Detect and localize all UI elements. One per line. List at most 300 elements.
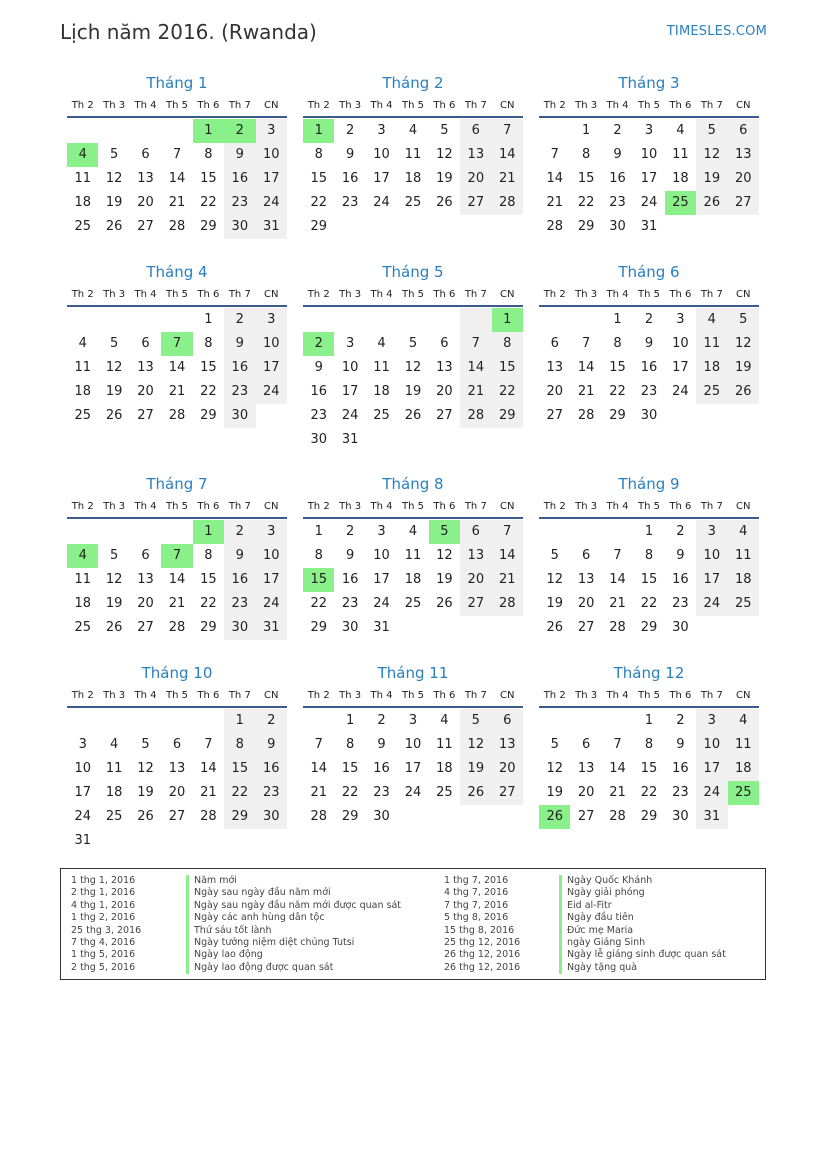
holiday-date: 7 thg 4, 2016 — [71, 936, 136, 948]
day-cell: 11 — [74, 171, 91, 186]
day-cell: 29 — [577, 219, 595, 234]
day-cell: 16 — [609, 171, 626, 186]
day-cell: 22 — [577, 195, 595, 210]
holiday-date: 26 thg 12, 2016 — [444, 961, 521, 973]
empty-cell — [130, 520, 161, 544]
weekday-label: Th 6 — [433, 501, 456, 512]
empty-cell — [429, 308, 460, 332]
day-cell: 25 — [373, 408, 390, 423]
day-cell: 9 — [224, 143, 255, 167]
holiday-name: Eid al-Fitr — [559, 900, 612, 912]
day-cell: 12 — [460, 733, 491, 757]
day-cell: 17 — [256, 568, 287, 592]
day-cell: 8 — [314, 548, 323, 563]
holiday-date: 5 thg 8, 2016 — [444, 912, 509, 924]
day-cell: 24 — [672, 384, 689, 399]
day-cell: 18 — [436, 761, 453, 776]
day-cell: 6 — [440, 336, 449, 351]
day-cell: 6 — [172, 737, 182, 752]
day-cell: 30 — [256, 805, 287, 829]
day-cell: 21 — [168, 596, 186, 611]
day-cell: 22 — [200, 596, 217, 611]
month-title: Tháng 12 — [613, 664, 685, 682]
weekday-label: Th 6 — [433, 289, 456, 300]
day-cell: 10 — [640, 147, 658, 162]
day-cell: 7 — [314, 737, 323, 752]
day-cell: 13 — [728, 143, 759, 167]
day-cell: 13 — [137, 360, 154, 375]
month-calendar — [539, 662, 759, 829]
month-title: Tháng 9 — [618, 475, 680, 493]
weekday-label: Th 5 — [401, 100, 424, 111]
empty-cell — [67, 520, 98, 544]
day-grid — [303, 308, 523, 452]
day-cell: 10 — [373, 147, 390, 162]
day-cell: 14 — [168, 572, 186, 587]
empty-cell — [570, 520, 601, 544]
legend-row — [61, 937, 401, 949]
day-cell: 14 — [310, 761, 327, 776]
day-cell: 26 — [460, 781, 491, 805]
month-calendar — [67, 662, 287, 853]
day-cell: 10 — [696, 544, 727, 568]
month-title: Tháng 1 — [146, 74, 208, 92]
weekday-label: Th 2 — [71, 289, 94, 300]
day-grid — [67, 308, 287, 428]
holiday-date: 2 thg 1, 2016 — [71, 887, 136, 899]
day-cell: 11 — [672, 147, 689, 162]
day-cell: 22 — [640, 785, 658, 800]
weekday-header — [539, 285, 759, 307]
day-cell: 30 — [224, 215, 255, 239]
weekday-label: Th 6 — [197, 690, 220, 701]
day-cell: 6 — [460, 520, 491, 544]
day-cell: 23 — [256, 781, 287, 805]
day-cell: 12 — [404, 360, 422, 375]
weekday-label: CN — [736, 289, 751, 300]
day-cell: 30 — [640, 408, 658, 423]
day-cell: 21 — [492, 167, 523, 191]
weekday-label: Th 5 — [401, 690, 424, 701]
weekday-label: Th 7 — [700, 501, 723, 512]
day-cell: 24 — [256, 592, 287, 616]
day-cell: 13 — [546, 360, 563, 375]
day-cell: 2 — [613, 123, 622, 138]
month-title: Tháng 6 — [618, 263, 680, 281]
empty-cell — [161, 520, 192, 544]
day-cell: 24 — [74, 809, 91, 824]
day-cell: 11 — [404, 548, 422, 563]
holiday-name: Ngày tặng quà — [559, 962, 637, 974]
day-cell: 30 — [672, 620, 689, 635]
weekday-label: CN — [264, 501, 279, 512]
legend-row — [434, 887, 774, 899]
weekday-header — [67, 497, 287, 519]
day-cell: 5 — [728, 308, 759, 332]
day-cell: 14 — [577, 360, 595, 375]
legend-row — [434, 875, 774, 887]
day-grid — [303, 520, 523, 640]
day-cell: 26 — [137, 809, 154, 824]
empty-cell — [303, 709, 334, 733]
day-cell: 20 — [137, 195, 154, 210]
weekday-label: CN — [264, 100, 279, 111]
day-cell: 29 — [609, 408, 626, 423]
day-cell: 14 — [609, 572, 626, 587]
day-cell: 12 — [728, 332, 759, 356]
day-cell: 22 — [310, 596, 327, 611]
weekday-label: Th 5 — [637, 690, 660, 701]
day-cell: 29 — [200, 219, 217, 234]
day-cell: 27 — [577, 809, 595, 824]
day-cell: 15 — [310, 171, 327, 186]
day-cell: 18 — [373, 384, 390, 399]
weekday-label: Th 3 — [103, 289, 126, 300]
day-cell: 4 — [728, 709, 759, 733]
day-cell: 31 — [256, 215, 287, 239]
holiday-name: Ngày đầu tiên — [559, 912, 634, 924]
day-cell: 21 — [609, 785, 626, 800]
empty-cell — [539, 520, 570, 544]
day-cell: 7 — [550, 147, 559, 162]
day-cell: 27 — [137, 219, 154, 234]
day-cell: 1 — [644, 713, 654, 728]
day-cell: 10 — [256, 143, 287, 167]
empty-cell — [67, 709, 98, 733]
weekday-label: Th 5 — [165, 289, 188, 300]
day-cell: 25 — [404, 195, 422, 210]
weekday-label: Th 7 — [700, 100, 723, 111]
day-cell: 15 — [577, 171, 595, 186]
day-cell: 24 — [696, 781, 727, 805]
day-cell: 30 — [609, 219, 626, 234]
day-cell: 29 — [310, 219, 327, 234]
day-cell: 25 — [404, 596, 422, 611]
day-cell: 10 — [341, 360, 359, 375]
weekday-label: Th 4 — [370, 289, 393, 300]
empty-cell — [539, 308, 570, 332]
holiday-name: Năm mới — [186, 875, 237, 887]
day-cell: 20 — [577, 785, 595, 800]
day-cell: 15 — [200, 171, 217, 186]
weekday-label: Th 4 — [134, 100, 157, 111]
day-cell: 20 — [137, 384, 154, 399]
weekday-label: Th 5 — [637, 289, 660, 300]
day-cell: 26 — [105, 219, 123, 234]
empty-cell — [161, 709, 192, 733]
day-cell: 21 — [460, 380, 491, 404]
day-cell: 23 — [640, 384, 658, 399]
day-cell: 16 — [672, 761, 689, 776]
weekday-label: Th 4 — [134, 501, 157, 512]
weekday-header — [539, 96, 759, 118]
day-cell: 14 — [609, 761, 626, 776]
site-name[interactable]: TIMESLES.COM — [666, 24, 767, 39]
day-cell: 26 — [436, 596, 453, 611]
day-cell: 13 — [436, 360, 453, 375]
weekday-label: Th 4 — [370, 100, 393, 111]
day-cell: 28 — [168, 620, 186, 635]
holiday-date: 26 thg 12, 2016 — [444, 949, 521, 961]
day-cell: 27 — [460, 191, 491, 215]
day-cell: 13 — [577, 761, 595, 776]
day-cell: 9 — [314, 360, 323, 375]
day-cell: 20 — [436, 384, 453, 399]
day-cell: 5 — [109, 548, 119, 563]
day-cell: 9 — [224, 332, 255, 356]
day-cell: 11 — [373, 360, 390, 375]
day-cell: 15 — [640, 761, 658, 776]
day-cell: 23 — [224, 380, 255, 404]
holiday-cell: 1 — [492, 308, 523, 332]
empty-cell — [366, 308, 397, 332]
weekday-label: Th 3 — [339, 100, 362, 111]
weekday-header — [303, 497, 523, 519]
day-cell: 7 — [581, 336, 591, 351]
day-cell: 13 — [460, 143, 491, 167]
holiday-cell: 2 — [224, 119, 255, 143]
day-cell: 8 — [644, 737, 654, 752]
day-cell: 28 — [546, 219, 563, 234]
day-cell: 25 — [728, 592, 759, 616]
weekday-label: Th 7 — [464, 690, 487, 701]
day-cell: 28 — [310, 809, 327, 824]
empty-cell — [67, 308, 98, 332]
day-cell: 8 — [644, 548, 654, 563]
empty-cell — [460, 308, 491, 332]
day-cell: 12 — [105, 171, 123, 186]
weekday-label: Th 7 — [700, 289, 723, 300]
day-cell: 7 — [613, 548, 622, 563]
weekday-label: Th 2 — [307, 501, 330, 512]
day-cell: 7 — [613, 737, 622, 752]
day-cell: 31 — [256, 616, 287, 640]
day-cell: 14 — [168, 360, 186, 375]
weekday-label: Th 4 — [134, 289, 157, 300]
day-cell: 19 — [546, 785, 563, 800]
day-cell: 24 — [696, 592, 727, 616]
month-title: Tháng 11 — [377, 664, 449, 682]
holiday-date: 4 thg 7, 2016 — [444, 887, 509, 899]
day-cell: 3 — [408, 713, 418, 728]
day-cell: 9 — [644, 336, 654, 351]
day-cell: 16 — [310, 384, 327, 399]
weekday-label: Th 6 — [197, 501, 220, 512]
day-cell: 24 — [640, 195, 658, 210]
day-cell: 8 — [224, 733, 255, 757]
weekday-label: Th 2 — [543, 289, 566, 300]
day-cell: 23 — [373, 785, 390, 800]
day-grid — [67, 709, 287, 853]
month-title: Tháng 4 — [146, 263, 208, 281]
holiday-date: 2 thg 5, 2016 — [71, 961, 136, 973]
month-title: Tháng 7 — [146, 475, 208, 493]
weekday-label: Th 4 — [606, 501, 629, 512]
day-cell: 1 — [314, 524, 323, 539]
day-cell: 8 — [345, 737, 355, 752]
day-cell: 6 — [141, 548, 150, 563]
day-cell: 24 — [373, 195, 390, 210]
day-cell: 6 — [581, 737, 591, 752]
day-cell: 20 — [460, 568, 491, 592]
day-cell: 7 — [204, 737, 213, 752]
legend-row — [61, 925, 401, 937]
holiday-date: 1 thg 5, 2016 — [71, 949, 136, 961]
holiday-cell: 25 — [665, 191, 696, 215]
holiday-cell: 4 — [67, 143, 98, 167]
weekday-label: Th 2 — [307, 289, 330, 300]
day-cell: 26 — [546, 620, 563, 635]
day-cell: 17 — [640, 171, 658, 186]
day-cell: 4 — [676, 123, 685, 138]
day-cell: 8 — [204, 147, 213, 162]
day-cell: 21 — [168, 384, 186, 399]
day-cell: 12 — [137, 761, 154, 776]
empty-cell — [397, 308, 428, 332]
legend-row — [434, 949, 774, 961]
day-cell: 27 — [728, 191, 759, 215]
day-cell: 23 — [609, 195, 626, 210]
empty-cell — [161, 308, 192, 332]
day-cell: 13 — [460, 544, 491, 568]
weekday-label: Th 6 — [433, 100, 456, 111]
day-cell: 2 — [224, 308, 255, 332]
weekday-label: Th 6 — [669, 501, 692, 512]
day-cell: 17 — [341, 384, 359, 399]
day-cell: 9 — [224, 544, 255, 568]
day-cell: 28 — [168, 219, 186, 234]
day-cell: 21 — [609, 596, 626, 611]
day-cell: 19 — [460, 757, 491, 781]
holiday-name: Ngày sau ngày đầu năm mới — [186, 887, 331, 899]
day-cell: 16 — [341, 572, 359, 587]
weekday-label: CN — [264, 690, 279, 701]
day-cell: 18 — [672, 171, 689, 186]
day-cell: 6 — [141, 336, 150, 351]
weekday-label: Th 6 — [669, 100, 692, 111]
weekday-label: Th 6 — [669, 289, 692, 300]
weekday-label: CN — [736, 501, 751, 512]
day-cell: 24 — [256, 191, 287, 215]
day-cell: 19 — [105, 596, 123, 611]
empty-cell — [130, 709, 161, 733]
day-cell: 17 — [672, 360, 689, 375]
empty-cell — [539, 119, 570, 143]
day-cell: 23 — [672, 596, 689, 611]
day-cell: 14 — [546, 171, 563, 186]
day-cell: 18 — [728, 568, 759, 592]
day-cell: 12 — [105, 572, 123, 587]
day-cell: 18 — [728, 757, 759, 781]
day-cell: 25 — [74, 408, 91, 423]
day-cell: 1 — [224, 709, 255, 733]
weekday-label: Th 4 — [606, 289, 629, 300]
day-cell: 26 — [696, 191, 727, 215]
day-cell: 27 — [577, 620, 595, 635]
day-cell: 15 — [200, 572, 217, 587]
day-cell: 12 — [436, 147, 453, 162]
day-cell: 15 — [609, 360, 626, 375]
weekday-label: Th 5 — [637, 501, 660, 512]
legend-row — [61, 949, 401, 961]
weekday-label: Th 3 — [339, 289, 362, 300]
day-cell: 28 — [492, 592, 523, 616]
day-cell: 17 — [74, 785, 91, 800]
day-cell: 12 — [105, 360, 123, 375]
day-cell: 5 — [141, 737, 150, 752]
day-cell: 21 — [492, 568, 523, 592]
weekday-label: Th 2 — [543, 501, 566, 512]
day-cell: 1 — [613, 312, 622, 327]
day-cell: 20 — [577, 596, 595, 611]
day-cell: 21 — [310, 785, 327, 800]
day-cell: 6 — [492, 709, 523, 733]
holiday-name: Ngày các anh hùng dân tộc — [186, 912, 325, 924]
weekday-label: Th 3 — [575, 289, 598, 300]
legend-row — [61, 962, 401, 974]
holiday-cell: 7 — [161, 332, 192, 356]
day-cell: 27 — [492, 781, 523, 805]
empty-cell — [130, 119, 161, 143]
day-cell: 5 — [408, 336, 418, 351]
day-cell: 16 — [224, 167, 255, 191]
weekday-label: Th 7 — [700, 690, 723, 701]
legend-column-left — [61, 875, 401, 974]
month-calendar — [539, 72, 759, 239]
day-cell: 10 — [256, 544, 287, 568]
day-grid — [303, 119, 523, 239]
day-cell: 28 — [609, 620, 626, 635]
legend-row — [61, 875, 401, 887]
weekday-label: Th 7 — [464, 100, 487, 111]
day-cell: 16 — [640, 360, 658, 375]
day-cell: 20 — [492, 757, 523, 781]
day-cell: 13 — [168, 761, 186, 776]
holiday-name: Ngày lao động được quan sát — [186, 962, 333, 974]
day-cell: 5 — [550, 737, 559, 752]
day-cell: 3 — [377, 524, 386, 539]
day-cell: 9 — [377, 737, 386, 752]
weekday-label: Th 4 — [606, 690, 629, 701]
holiday-name: Ngày sau ngày đầu năm mới được quan sát — [186, 900, 401, 912]
day-cell: 25 — [105, 809, 123, 824]
day-cell: 3 — [256, 520, 287, 544]
legend-row — [61, 887, 401, 899]
day-cell: 11 — [696, 332, 727, 356]
weekday-label: Th 5 — [401, 289, 424, 300]
day-cell: 5 — [550, 548, 559, 563]
day-grid — [539, 308, 759, 428]
day-cell: 25 — [74, 219, 91, 234]
day-cell: 20 — [728, 167, 759, 191]
day-cell: 5 — [460, 709, 491, 733]
holiday-cell: 5 — [429, 520, 460, 544]
day-grid — [67, 520, 287, 640]
day-cell: 11 — [728, 733, 759, 757]
day-cell: 2 — [224, 520, 255, 544]
empty-cell — [539, 709, 570, 733]
weekday-label: Th 5 — [165, 100, 188, 111]
day-cell: 6 — [460, 119, 491, 143]
day-cell: 16 — [224, 356, 255, 380]
day-cell: 9 — [676, 737, 685, 752]
day-cell: 2 — [644, 312, 654, 327]
weekday-label: Th 6 — [197, 289, 220, 300]
month-title: Tháng 3 — [618, 74, 680, 92]
day-cell: 22 — [200, 384, 217, 399]
weekday-label: Th 4 — [370, 501, 393, 512]
day-cell: 18 — [74, 195, 91, 210]
